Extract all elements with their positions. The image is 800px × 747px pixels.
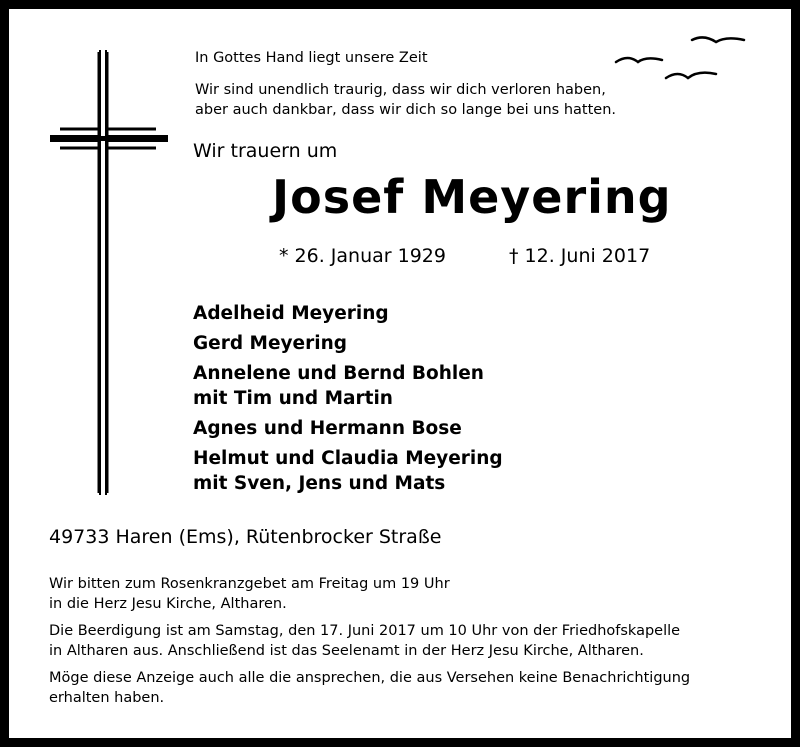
- note-line: in die Herz Jesu Kirche, Altharen.: [49, 596, 287, 612]
- family-member: Annelene und Bernd Bohlen: [193, 363, 484, 384]
- cross-icon: [50, 50, 168, 495]
- mourning-line: Wir trauern um: [193, 140, 338, 162]
- note-line: Möge diese Anzeige auch alle die ansprechen, die aus Versehen keine Benachrichtigung: [49, 670, 691, 686]
- death-date: † 12. Juni 2017: [509, 245, 651, 267]
- intro-line: aber auch dankbar, dass wir dich so lange bei uns hatten.: [195, 102, 616, 118]
- family-member: mit Sven, Jens und Mats: [193, 473, 446, 494]
- family-member: Helmut und Claudia Meyering: [193, 448, 503, 469]
- family-member: Adelheid Meyering: [193, 303, 389, 324]
- note-line: Wir bitten zum Rosenkranzgebet am Freitag um 19 Uhr: [49, 576, 450, 592]
- motto: In Gottes Hand liegt unsere Zeit: [195, 50, 428, 66]
- deceased-name: Josef Meyering: [272, 170, 672, 224]
- family-member: mit Tim und Martin: [193, 388, 393, 409]
- address: 49733 Haren (Ems), Rütenbrocker Straße: [49, 526, 442, 548]
- note-line: erhalten haben.: [49, 690, 165, 706]
- family-member: Gerd Meyering: [193, 333, 347, 354]
- family-member: Agnes und Hermann Bose: [193, 418, 462, 439]
- intro-line: Wir sind unendlich traurig, dass wir dich verloren haben,: [195, 82, 606, 98]
- birds-icon: [612, 32, 752, 92]
- note-line: Die Beerdigung ist am Samstag, den 17. Juni 2017 um 10 Uhr von der Friedhofskapelle: [49, 623, 681, 639]
- note-line: in Altharen aus. Anschließend ist das Seelenamt in der Herz Jesu Kirche, Altharen.: [49, 643, 644, 659]
- birth-date: * 26. Januar 1929: [279, 245, 446, 267]
